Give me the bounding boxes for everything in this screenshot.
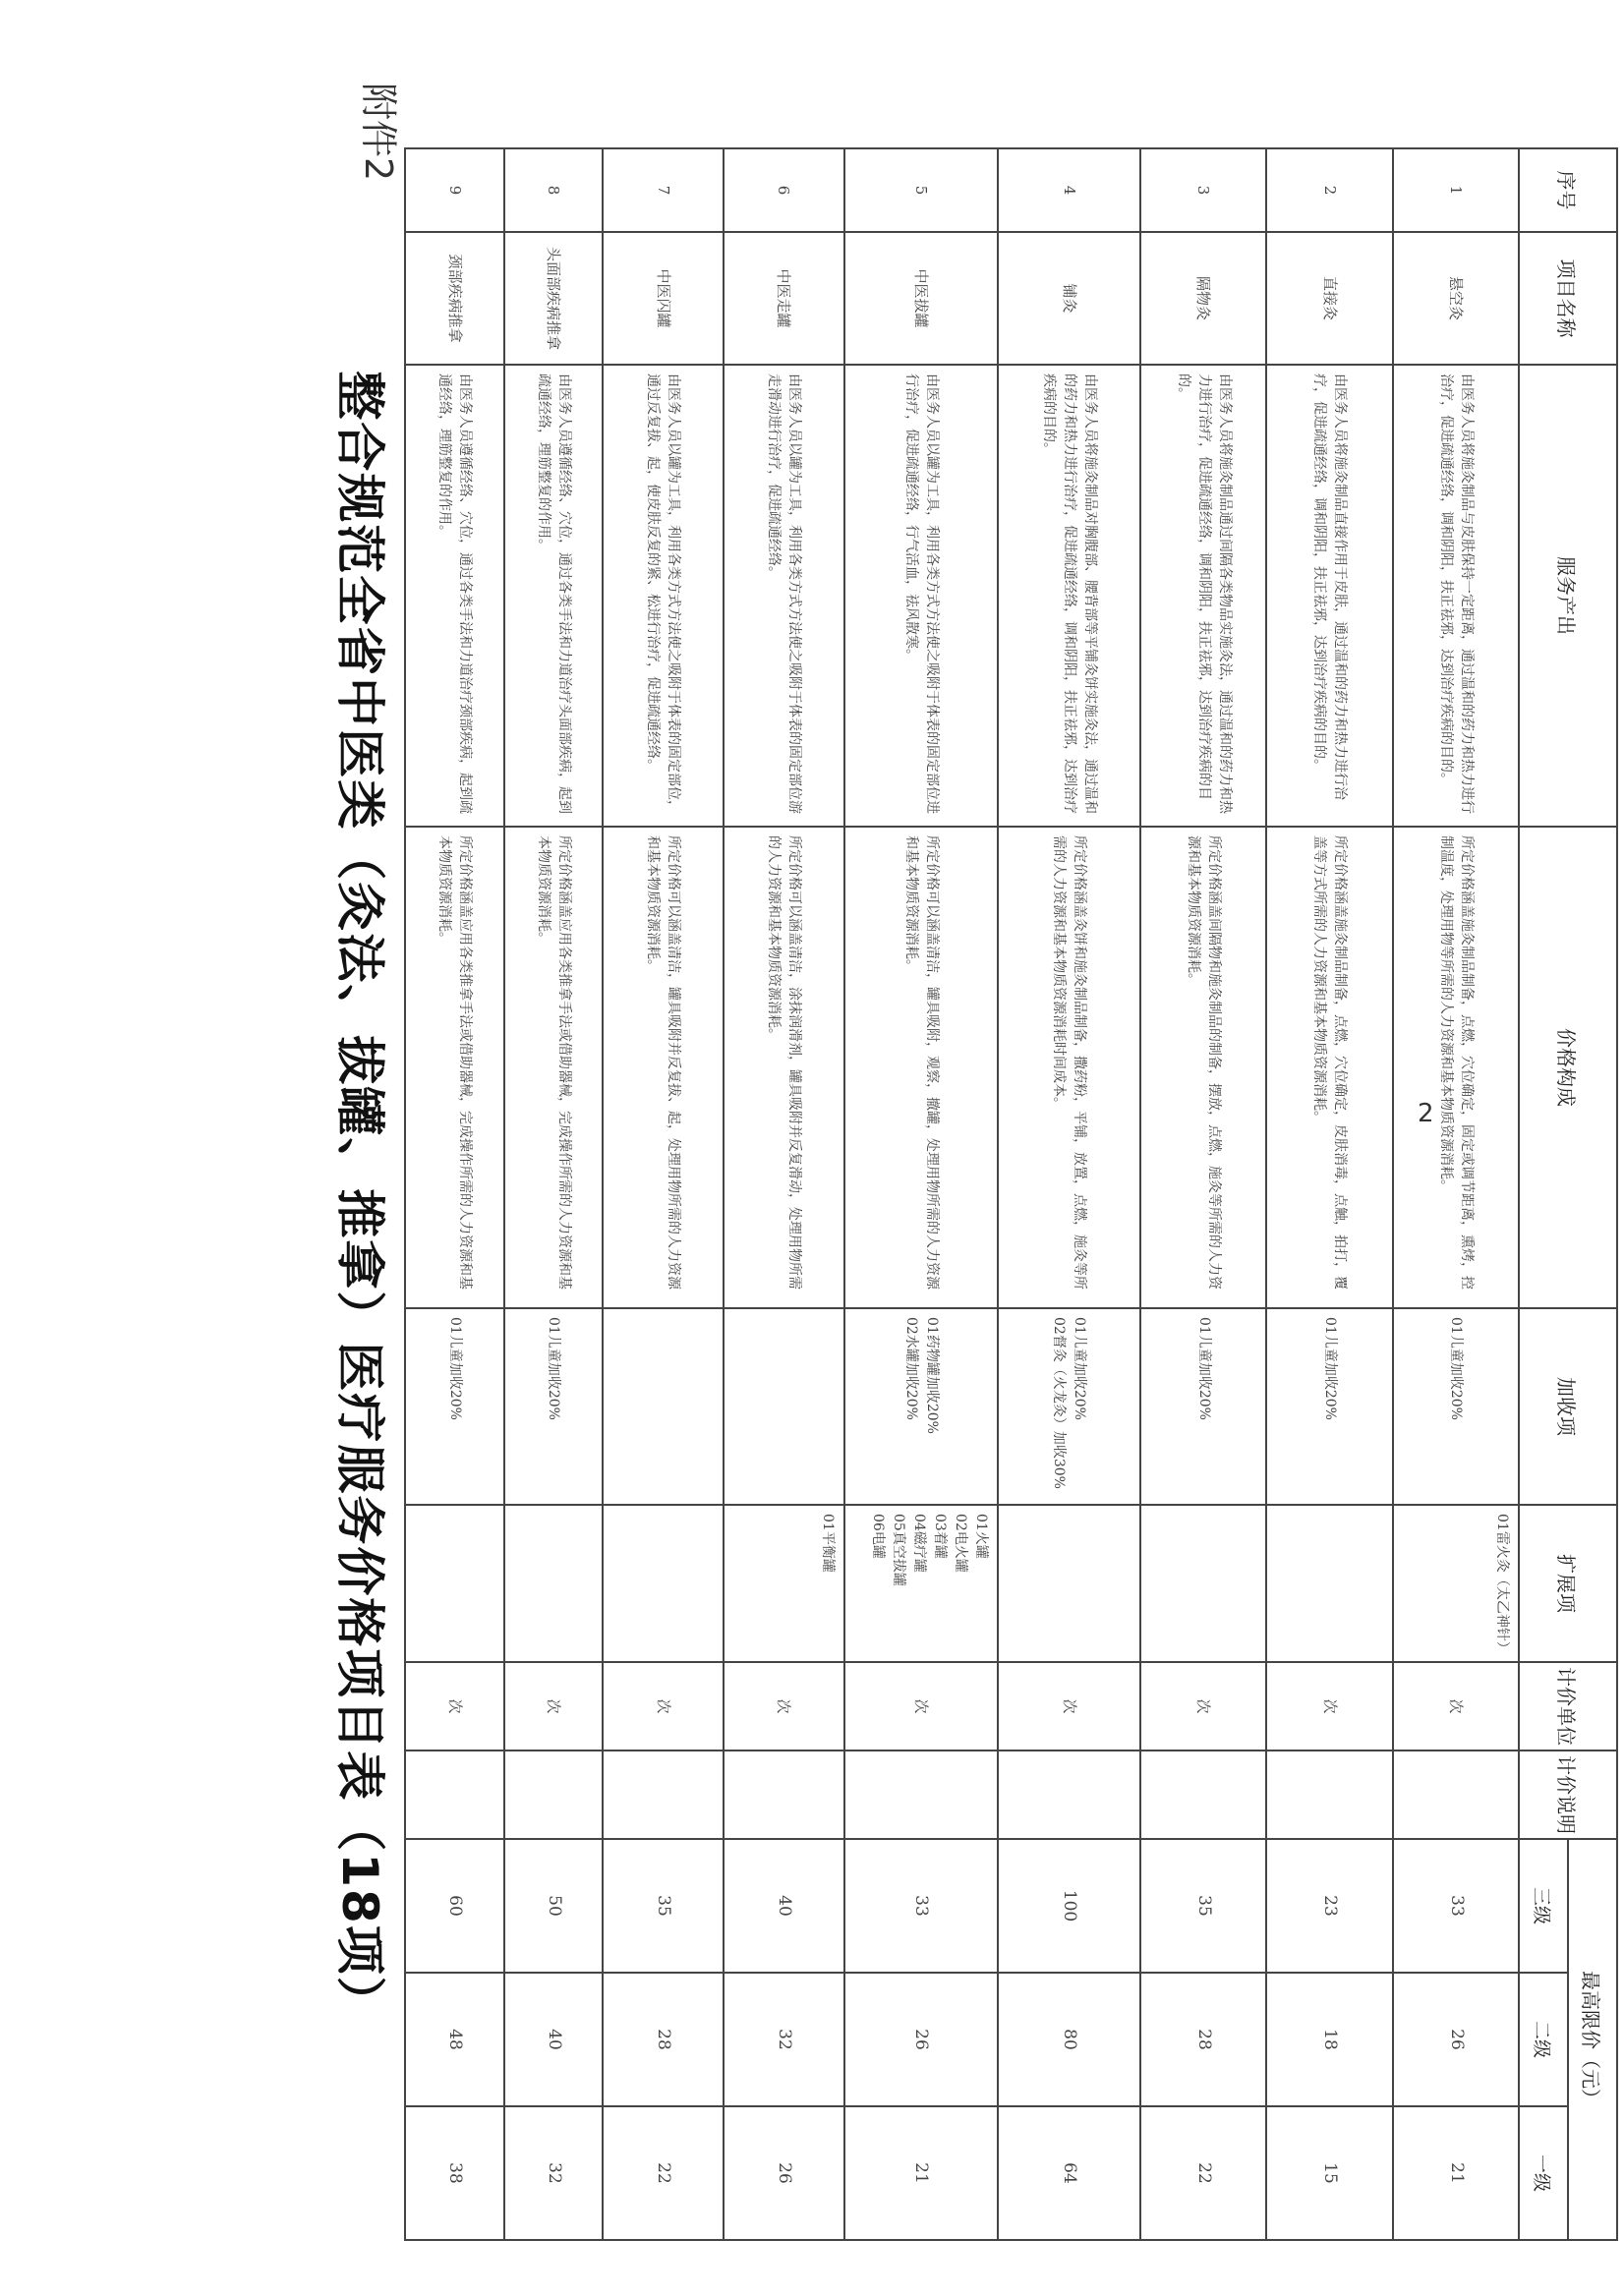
price-level3: 35 [603, 1839, 724, 1973]
seq-cell: 9 [405, 148, 504, 232]
table-row [724, 148, 844, 2240]
surcharge-cell [603, 1308, 724, 1505]
unit-cell: 次 [1266, 1662, 1392, 1751]
extension-cell: 01火罐 02电火罐 03着罐 04磁疗罐 05真空拔罐 06电罐 [844, 1505, 998, 1662]
output-cell: 由医务人员以罐为工具，利用各类方式方法使之吸附于体表的固定部位进行治疗，促进疏通经络，行气活血，祛风散寒。 [844, 365, 998, 827]
composition-cell: 所定价格涵盖施灸制品制备，点燃，穴位确定，皮肤消毒，点触，拍打，覆盖等方式所需的人力资源和基本物质资源消耗。 [1266, 827, 1392, 1308]
header-name: 项目名称 [1519, 232, 1617, 365]
header-seq: 序号 [1519, 148, 1617, 232]
attachment-label: 附件2 [357, 83, 400, 182]
page-number: 2 [1418, 1099, 1434, 1128]
price-level2: 40 [504, 1973, 603, 2106]
composition-cell: 所定价格涵盖灸饼和施灸制品制备，撒药粉，平铺，放置，点燃，施灸等所需的人力资源和基本物质资源消耗时间成本。 [998, 827, 1140, 1308]
unit-cell: 次 [724, 1662, 844, 1751]
note-cell [504, 1751, 603, 1839]
note-cell [603, 1751, 724, 1839]
output-cell: 由医务人员将施灸制品通过间隔各类物品实施灸法，通过温和的药力和热力进行治疗，促进疏通经络，调和阴阳，扶正祛邪，达到治疗疾病的目的。 [1140, 365, 1266, 827]
header-output: 服务产出 [1519, 365, 1617, 827]
table-row [504, 148, 603, 2240]
extension-cell [405, 1505, 504, 1662]
surcharge-cell: 01儿童加收20% [405, 1308, 504, 1505]
name-cell: 铺灸 [998, 232, 1140, 365]
name-cell: 隔物灸 [1140, 232, 1266, 365]
header-note: 计价说明 [1519, 1751, 1617, 1839]
table-row [844, 148, 998, 2240]
seq-cell: 3 [1140, 148, 1266, 232]
price-level1: 21 [1393, 2106, 1519, 2240]
table-row [1140, 148, 1266, 2240]
price-level3: 60 [405, 1839, 504, 1973]
header-level2: 二级 [1519, 1973, 1568, 2106]
unit-cell: 次 [405, 1662, 504, 1751]
table-row [1393, 148, 1519, 2240]
composition-cell: 所定价格可以涵盖清洁，罐具吸附并反复拔、起，处理用物所需的人力资源和基本物质资源消耗。 [603, 827, 724, 1308]
price-level1: 32 [504, 2106, 603, 2240]
price-level2: 26 [1393, 1973, 1519, 2106]
surcharge-cell: 01药物罐加收20% 02水罐加收20% [844, 1308, 998, 1505]
surcharge-cell [724, 1308, 844, 1505]
extension-cell: 01平衡罐 [724, 1505, 844, 1662]
price-level2: 32 [724, 1973, 844, 2106]
table-row [405, 148, 504, 2240]
price-level1: 15 [1266, 2106, 1392, 2240]
note-cell [405, 1751, 504, 1839]
price-level1: 26 [724, 2106, 844, 2240]
seq-cell: 1 [1393, 148, 1519, 232]
header-level1: 一级 [1519, 2106, 1568, 2240]
output-cell: 由医务人员遵循经络、穴位，通过各类手法和力道治疗颈部疾病，起到疏通经络，理筋整复的作用。 [405, 365, 504, 827]
composition-cell: 所定价格涵盖应用各类推拿手法或借助器械，完成操作所需的人力资源和基本物质资源消耗。 [405, 827, 504, 1308]
table-header-row [1568, 148, 1617, 2240]
composition-cell: 所定价格涵盖应用各类推拿手法或借助器械，完成操作所需的人力资源和基本物质资源消耗。 [504, 827, 603, 1308]
seq-cell: 8 [504, 148, 603, 232]
price-level3: 33 [844, 1839, 998, 1973]
surcharge-cell: 01儿童加收20% [1393, 1308, 1519, 1505]
table-row [998, 148, 1140, 2240]
price-level3: 40 [724, 1839, 844, 1973]
header-surcharge: 加收项 [1519, 1308, 1617, 1505]
header-unit: 计价单位 [1519, 1662, 1617, 1751]
document-title: 整合规范全省中医类（灸法、拔罐、推拿）医疗服务价格项目表（18项） [331, 371, 388, 2028]
header-max-price: 最高限价（元） [1568, 1839, 1617, 2240]
price-level1: 21 [844, 2106, 998, 2240]
table-row [1266, 148, 1392, 2240]
extension-cell [1140, 1505, 1266, 1662]
seq-cell: 2 [1266, 148, 1392, 232]
price-level3: 100 [998, 1839, 1140, 1973]
composition-cell: 所定价格涵盖间隔物和施灸制品的制备，摆放，点燃，施灸等所需的人力资源和基本物质资源消耗。 [1140, 827, 1266, 1308]
name-cell: 颈部疾病推拿 [405, 232, 504, 365]
rotated-document [301, 79, 1618, 2241]
note-cell [724, 1751, 844, 1839]
price-level2: 28 [603, 1973, 724, 2106]
surcharge-cell: 01儿童加收20% [1266, 1308, 1392, 1505]
price-level3: 23 [1266, 1839, 1392, 1973]
composition-cell: 所定价格可以涵盖清洁，罐具吸附，观察，撤罐，处理用物所需的人力资源和基本物质资源消耗。 [844, 827, 998, 1308]
price-level2: 48 [405, 1973, 504, 2106]
price-level3: 35 [1140, 1839, 1266, 1973]
price-level2: 18 [1266, 1973, 1392, 2106]
output-cell: 由医务人员将施灸制品与皮肤保持一定距离，通过温和的药力和热力进行治疗，促进疏通经络，调和阴阳，扶正祛邪，达到治疗疾病的目的。 [1393, 365, 1519, 827]
output-cell: 由医务人员以罐为工具，利用各类方式方法使之吸附于体表的固定部位游走滑动进行治疗，促进疏通经络。 [724, 365, 844, 827]
note-cell [1393, 1751, 1519, 1839]
output-cell: 由医务人员将施灸制品对胸腹部、腰背部等平铺灸饼实施灸法，通过温和的药力和热力进行治疗，促进疏通经络，调和阴阳，扶正祛邪，达到治疗疾病的目的。 [998, 365, 1140, 827]
price-level1: 38 [405, 2106, 504, 2240]
composition-cell: 所定价格可以涵盖清洁，涂抹润滑剂，罐具吸附并反复滑动，处理用物所需的人力资源和基本物质资源消耗。 [724, 827, 844, 1308]
seq-cell: 7 [603, 148, 724, 232]
header-extension: 扩展项 [1519, 1505, 1617, 1662]
price-level3: 33 [1393, 1839, 1519, 1973]
note-cell [1266, 1751, 1392, 1839]
header-level3: 三级 [1519, 1839, 1568, 1973]
unit-cell: 次 [998, 1662, 1140, 1751]
note-cell [998, 1751, 1140, 1839]
unit-cell: 次 [1140, 1662, 1266, 1751]
unit-cell: 次 [504, 1662, 603, 1751]
name-cell: 中医拔罐 [844, 232, 998, 365]
price-level3: 50 [504, 1839, 603, 1973]
output-cell: 由医务人员遵循经络、穴位，通过各类手法和力道治疗头面部疾病，起到疏通经络，理筋整复的作用。 [504, 365, 603, 827]
extension-cell: 01雷火灸（太乙神针） [1393, 1505, 1519, 1662]
composition-cell: 所定价格涵盖施灸制品制备，点燃，穴位确定，固定或调节距离，熏烤，控制温度，处理用物等所需的人力资源和基本物质资源消耗。 [1393, 827, 1519, 1308]
unit-cell: 次 [603, 1662, 724, 1751]
unit-cell: 次 [844, 1662, 998, 1751]
name-cell: 中医闪罐 [603, 232, 724, 365]
price-table [404, 147, 1618, 2241]
seq-cell: 5 [844, 148, 998, 232]
price-level1: 64 [998, 2106, 1140, 2240]
extension-cell [504, 1505, 603, 1662]
price-level1: 22 [603, 2106, 724, 2240]
name-cell: 悬空灸 [1393, 232, 1519, 365]
name-cell: 头面部疾病推拿 [504, 232, 603, 365]
table-row [603, 148, 724, 2240]
unit-cell: 次 [1393, 1662, 1519, 1751]
surcharge-cell: 01儿童加收20% [1140, 1308, 1266, 1505]
surcharge-cell: 01儿童加收20% [504, 1308, 603, 1505]
output-cell: 由医务人员以罐为工具，利用各类方式方法使之吸附于体表的固定部位，通过反复拔、起，使皮肤反复的紧、松进行治疗，促进疏通经络。 [603, 365, 724, 827]
surcharge-cell: 01儿童加收20% 02督灸（火龙灸）加收30% [998, 1308, 1140, 1505]
output-cell: 由医务人员将施灸制品直接作用于皮肤，通过温和的药力和热力进行治疗，促进疏通经络，调和阴阳，扶正祛邪，达到治疗疾病的目的。 [1266, 365, 1392, 827]
price-level2: 26 [844, 1973, 998, 2106]
extension-cell [998, 1505, 1140, 1662]
price-level2: 80 [998, 1973, 1140, 2106]
name-cell: 中医走罐 [724, 232, 844, 365]
price-level2: 28 [1140, 1973, 1266, 2106]
note-cell [1140, 1751, 1266, 1839]
header-composition: 价格构成 [1519, 827, 1617, 1308]
name-cell: 直接灸 [1266, 232, 1392, 365]
extension-cell [1266, 1505, 1392, 1662]
extension-cell [603, 1505, 724, 1662]
seq-cell: 4 [998, 148, 1140, 232]
note-cell [844, 1751, 998, 1839]
price-level1: 22 [1140, 2106, 1266, 2240]
seq-cell: 6 [724, 148, 844, 232]
